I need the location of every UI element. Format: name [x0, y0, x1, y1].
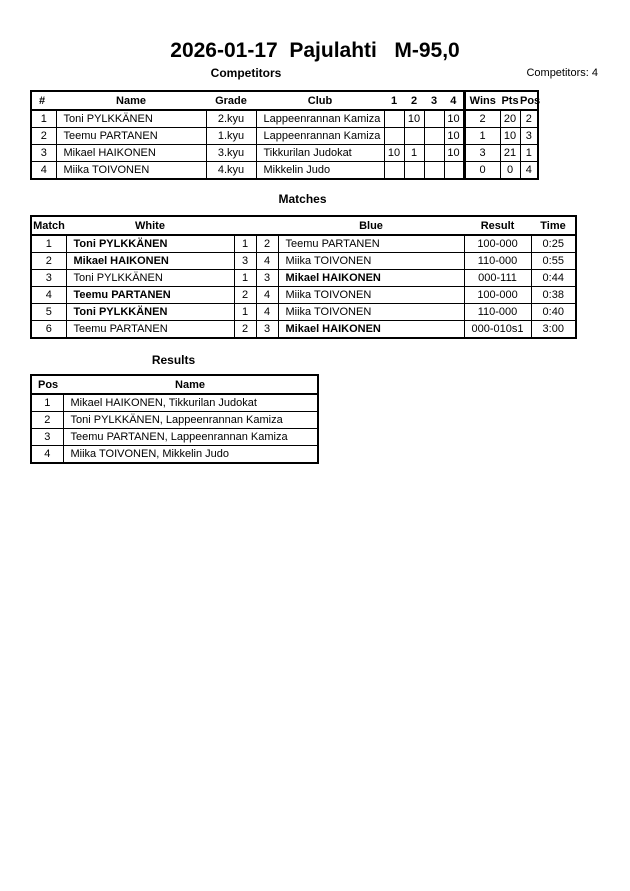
blue-player-num: 3 [256, 321, 278, 339]
blue-player: Mikael HAIKONEN [278, 321, 464, 339]
score-r3 [424, 110, 444, 128]
match-time: 0:38 [531, 287, 576, 304]
match-row [31, 321, 576, 339]
result-pos: 2 [31, 412, 63, 429]
col-header-result: Result [464, 216, 531, 235]
white-player-num: 2 [234, 287, 256, 304]
col-header-round1: 1 [384, 91, 404, 110]
match-result: 100-000 [464, 287, 531, 304]
match-number: 4 [31, 287, 66, 304]
match-row [31, 287, 576, 304]
result-name: Teemu PARTANEN, Lappeenrannan Kamiza [63, 429, 318, 446]
col-header-pts: Pts [500, 91, 520, 110]
blue-player-num: 4 [256, 304, 278, 321]
match-row [31, 235, 576, 253]
score-r4: 10 [444, 145, 464, 162]
match-result: 110-000 [464, 253, 531, 270]
score-r1: 10 [384, 145, 404, 162]
col-header-wins: Wins [464, 91, 500, 110]
col-header-pos: Pos [520, 91, 538, 110]
white-player-num: 3 [234, 253, 256, 270]
white-player-num: 2 [234, 321, 256, 339]
result-pos: 3 [31, 429, 63, 446]
white-player-num: 1 [234, 235, 256, 253]
white-player: Toni PYLKKÄNEN [66, 235, 234, 253]
matches-heading: Matches [278, 192, 327, 206]
result-name: Miika TOIVONEN, Mikkelin Judo [63, 446, 318, 464]
competitor-pts: 0 [500, 162, 520, 180]
result-row [31, 412, 318, 429]
match-result: 000-010s1 [464, 321, 531, 339]
competitor-wins: 0 [464, 162, 500, 180]
score-r4 [444, 162, 464, 180]
blue-player-num: 4 [256, 253, 278, 270]
blue-player-num: 4 [256, 287, 278, 304]
col-header-blue-num [256, 216, 278, 235]
competitor-wins: 1 [464, 128, 500, 145]
competitor-name: Toni PYLKKÄNEN [56, 110, 206, 128]
col-header-grade: Grade [206, 91, 256, 110]
match-result: 100-000 [464, 235, 531, 253]
competitor-pos: 2 [520, 110, 538, 128]
col-header-round4: 4 [444, 91, 464, 110]
white-player-num: 1 [234, 304, 256, 321]
competitor-pts: 10 [500, 128, 520, 145]
blue-player-num: 3 [256, 270, 278, 287]
score-r3 [424, 145, 444, 162]
match-time: 0:25 [531, 235, 576, 253]
match-time: 0:40 [531, 304, 576, 321]
match-number: 6 [31, 321, 66, 339]
result-pos: 1 [31, 394, 63, 412]
col-header-round2: 2 [404, 91, 424, 110]
col-header-name: Name [63, 375, 318, 394]
score-r3 [424, 162, 444, 180]
score-r1 [384, 110, 404, 128]
competitor-grade: 1.kyu [206, 128, 256, 145]
competitor-wins: 2 [464, 110, 500, 128]
matches-table [30, 215, 577, 339]
result-name: Toni PYLKKÄNEN, Lappeenrannan Kamiza [63, 412, 318, 429]
match-time: 3:00 [531, 321, 576, 339]
results-header-row [31, 375, 318, 394]
competitors-table [30, 90, 539, 180]
score-r3 [424, 128, 444, 145]
result-row [31, 446, 318, 464]
match-row [31, 253, 576, 270]
col-header-club: Club [256, 91, 384, 110]
competitor-num: 1 [31, 110, 56, 128]
competitor-name: Teemu PARTANEN [56, 128, 206, 145]
score-r2: 10 [404, 110, 424, 128]
blue-player: Miika TOIVONEN [278, 287, 464, 304]
competitors-count: Competitors: 4 [526, 67, 598, 79]
competitor-pos: 3 [520, 128, 538, 145]
competitor-row [31, 162, 538, 180]
match-row [31, 270, 576, 287]
col-header-num: # [31, 91, 56, 110]
white-player: Mikael HAIKONEN [66, 253, 234, 270]
competitor-grade: 2.kyu [206, 110, 256, 128]
score-r1 [384, 162, 404, 180]
competitor-club: Tikkurilan Judokat [256, 145, 384, 162]
white-player-num: 1 [234, 270, 256, 287]
match-result: 110-000 [464, 304, 531, 321]
competitor-num: 4 [31, 162, 56, 180]
competitor-club: Lappeenrannan Kamiza [256, 110, 384, 128]
match-result: 000-111 [464, 270, 531, 287]
result-pos: 4 [31, 446, 63, 464]
competitor-club: Mikkelin Judo [256, 162, 384, 180]
white-player: Toni PYLKKÄNEN [66, 270, 234, 287]
competitor-row [31, 128, 538, 145]
match-number: 1 [31, 235, 66, 253]
score-r2 [404, 162, 424, 180]
col-header-white-num [234, 216, 256, 235]
competitor-pos: 4 [520, 162, 538, 180]
score-r4: 10 [444, 110, 464, 128]
competitor-name: Miika TOIVONEN [56, 162, 206, 180]
blue-player: Miika TOIVONEN [278, 253, 464, 270]
competitor-num: 3 [31, 145, 56, 162]
blue-player: Mikael HAIKONEN [278, 270, 464, 287]
score-r4: 10 [444, 128, 464, 145]
match-number: 3 [31, 270, 66, 287]
competitor-pts: 20 [500, 110, 520, 128]
col-header-name: Name [56, 91, 206, 110]
matches-header-row [31, 216, 576, 235]
col-header-round3: 3 [424, 91, 444, 110]
results-heading: Results [151, 353, 196, 367]
competitor-grade: 3.kyu [206, 145, 256, 162]
results-table [30, 374, 319, 464]
score-r2: 1 [404, 145, 424, 162]
col-header-time: Time [531, 216, 576, 235]
match-number: 2 [31, 253, 66, 270]
competitor-wins: 3 [464, 145, 500, 162]
white-player: Teemu PARTANEN [66, 287, 234, 304]
match-row [31, 304, 576, 321]
competitor-row [31, 110, 538, 128]
blue-player: Miika TOIVONEN [278, 304, 464, 321]
match-time: 0:55 [531, 253, 576, 270]
competitor-pos: 1 [520, 145, 538, 162]
white-player: Teemu PARTANEN [66, 321, 234, 339]
competitor-pts: 21 [500, 145, 520, 162]
competitors-heading: Competitors [210, 66, 282, 80]
col-header-pos: Pos [31, 375, 63, 394]
result-name: Mikael HAIKONEN, Tikkurilan Judokat [63, 394, 318, 412]
col-header-white: White [66, 216, 234, 235]
competitor-grade: 4.kyu [206, 162, 256, 180]
result-row [31, 429, 318, 446]
match-time: 0:44 [531, 270, 576, 287]
competitor-club: Lappeenrannan Kamiza [256, 128, 384, 145]
blue-player: Teemu PARTANEN [278, 235, 464, 253]
white-player: Toni PYLKKÄNEN [66, 304, 234, 321]
score-r1 [384, 128, 404, 145]
competitor-num: 2 [31, 128, 56, 145]
score-r2 [404, 128, 424, 145]
competitor-name: Mikael HAIKONEN [56, 145, 206, 162]
page-title: 2026-01-17 Pajulahti M-95,0 [170, 39, 460, 62]
match-number: 5 [31, 304, 66, 321]
competitor-row [31, 145, 538, 162]
competitors-header-row [31, 91, 538, 110]
col-header-blue: Blue [278, 216, 464, 235]
result-row [31, 394, 318, 412]
col-header-match: Match [31, 216, 66, 235]
blue-player-num: 2 [256, 235, 278, 253]
